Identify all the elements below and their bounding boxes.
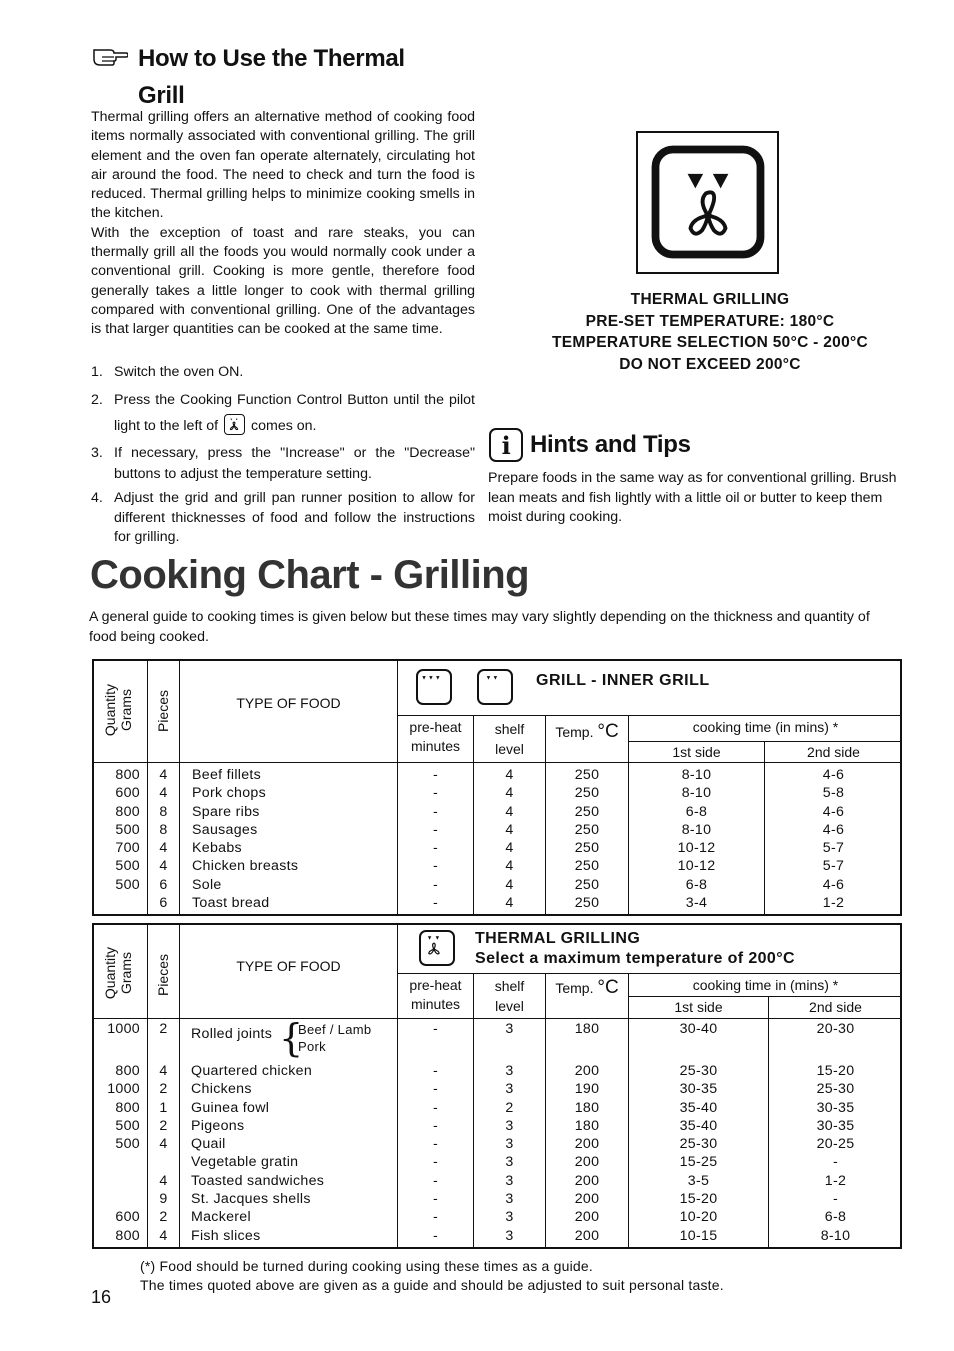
table-cell: Chickens [191, 1081, 252, 1098]
table-cell: 4 [505, 876, 514, 893]
table-cell: 10-12 [677, 858, 716, 875]
table-cell: 4 [159, 1172, 168, 1189]
thermal-intro-p1: Thermal grilling offers an alternative method of cooking food items normally associated with conventional grilling. The grill element and the oven fan operate alternately, circulating hot air around the food. The need to check and turn the food is reduced. Thermal grilling helps to minimize cooking smells in the kitchen. [91, 109, 475, 222]
table2-pieces-col [147, 1062, 180, 1245]
step-text: If necessary, press the "Increase" or the "Decrease" buttons to adjust the temperature setting. [114, 445, 475, 482]
table-cell: 3 [505, 1136, 514, 1153]
col-pieces-header: Pieces [155, 953, 171, 997]
table-cell: 700 [115, 840, 140, 857]
step-text: comes on. [251, 418, 317, 434]
table-cell [94, 1190, 140, 1208]
col-preheat-header: pre-heat minutes [409, 977, 462, 1012]
thermal-heading [92, 40, 472, 114]
table-cell: 6 [159, 895, 168, 912]
page-number: 16 [91, 1287, 112, 1307]
table-cell: - [432, 858, 439, 875]
table-cell: - [832, 1154, 839, 1171]
col-cooking-header: cooking time in (mins) * [692, 977, 839, 993]
table-cell: 500 [115, 821, 140, 838]
table-cell: - [432, 876, 439, 893]
table2-grams-col [94, 1062, 140, 1245]
table-cell: 30-35 [816, 1117, 855, 1134]
table-cell: - [432, 785, 439, 802]
table-cell: 8-10 [681, 785, 712, 802]
table-cell: 8 [159, 821, 168, 838]
table-cell: 35-40 [679, 1117, 718, 1134]
table-cell: 10-15 [679, 1227, 718, 1244]
table2-side2-col [769, 1062, 902, 1245]
table-cell: 25-30 [679, 1136, 718, 1153]
table-cell: 4-6 [822, 767, 845, 783]
col-shelf-header: shelf level [494, 978, 525, 1014]
table2-side1-col [629, 1062, 768, 1245]
table1-side1-col [629, 766, 764, 912]
table-cell: 2 [505, 1099, 514, 1116]
step-item [91, 362, 475, 383]
step-number: 4. [91, 490, 103, 506]
spec-line: PRE-SET TEMPERATURE: 180°C [585, 312, 835, 330]
table-cell: 4 [505, 840, 514, 857]
table-cell: 500 [115, 1117, 140, 1134]
table-cell: Mackerel [191, 1209, 251, 1226]
table-cell: 4 [159, 858, 168, 875]
table-cell: 4-6 [822, 803, 845, 820]
table-row: 1000 2 Rolled joints { Beef / Lamb Pork - 3 180 30-40 20-30 [107, 1016, 855, 1060]
table-cell: 3 [505, 1063, 514, 1079]
table2-preheat-col [398, 1062, 473, 1245]
col-side1-header: 1st side [674, 999, 723, 1015]
table2-food-col [191, 1062, 396, 1245]
table1-temp-col [546, 766, 628, 912]
table-cell: - [432, 1227, 439, 1244]
table-cell: 6 [159, 876, 168, 893]
col-side2-header: 2nd side [809, 999, 862, 1015]
table-cell: 3-5 [687, 1172, 710, 1189]
table-cell: 3 [505, 1191, 514, 1208]
thermal-group-title: THERMAL GRILLING Select a maximum temperature of 200°C [475, 930, 795, 967]
col-type-header: TYPE OF FOOD [236, 695, 341, 711]
table-cell: Toast bread [192, 895, 270, 912]
table-cell: Chicken breasts [192, 858, 299, 875]
table-cell: 3-4 [685, 895, 708, 912]
step-text: Switch the oven ON. [114, 364, 244, 380]
table-cell: 200 [574, 1136, 600, 1153]
table-cell: - [432, 1154, 439, 1171]
col-quantity-header: Quantity Grams [102, 946, 134, 1000]
thermal-grilling-table [92, 923, 902, 1249]
col-shelf-header: shelf level [494, 721, 525, 757]
table-cell: - [432, 1191, 439, 1208]
thermal-grilling-symbol [636, 131, 779, 274]
table-cell: 250 [574, 895, 600, 912]
table-cell: - [432, 1209, 439, 1226]
table-cell: 4 [505, 767, 514, 783]
col-quantity-header: Quantity Grams [102, 683, 134, 737]
step-number: 3. [91, 445, 103, 461]
table-cell: - [432, 1099, 439, 1116]
thermal-intro-p2: With the exception of toast and rare steaks, you can thermally grill all the foods you would normally cook under a conventional grill. Cooking is more gentle, therefore food generally takes a little longer to cook with thermal grilling compared with conventional grilling. One of the advantages is that larger quantities can be cooked at the same time. [91, 224, 475, 338]
spec-line: DO NOT EXCEED 200°C [619, 355, 801, 373]
table-cell: 500 [115, 858, 140, 875]
thermal-steps [91, 362, 475, 552]
table-cell: Sole [192, 876, 222, 893]
table-cell: 250 [574, 803, 600, 820]
step-item [91, 443, 475, 485]
table-cell: - [432, 1172, 439, 1189]
table-cell: 30-35 [816, 1099, 855, 1116]
table-cell: - [432, 1136, 439, 1153]
table-cell: 250 [574, 821, 600, 838]
pointing-hand-icon [92, 44, 128, 66]
table-cell: 4 [159, 785, 168, 802]
table-cell: 25-30 [679, 1063, 718, 1079]
table-cell: 1-2 [822, 895, 845, 912]
table-cell: 4 [159, 1136, 168, 1153]
table-cell: 1 [159, 1099, 168, 1116]
table-cell: 8 [159, 803, 168, 820]
table-cell: Guinea fowl [191, 1099, 270, 1116]
thermal-grill-icon [224, 414, 245, 435]
table-cell: 800 [115, 767, 140, 783]
table-cell: 4 [159, 1227, 168, 1244]
table-cell: 4 [159, 767, 168, 783]
table-cell: Sausages [192, 821, 258, 838]
col-preheat-header: pre-heat minutes [409, 719, 462, 754]
table1-shelf-col [474, 766, 545, 912]
table-cell: 3 [505, 1081, 514, 1098]
table-cell: 15-20 [679, 1191, 718, 1208]
table1-side2-col [765, 766, 902, 912]
col-cooking-header: cooking time (in mins) * [692, 719, 839, 735]
table-cell: Spare ribs [192, 803, 260, 820]
table-cell: Quail [191, 1136, 226, 1153]
table-cell: 200 [574, 1172, 600, 1189]
table-cell: 250 [574, 767, 600, 783]
table-cell: Pork chops [192, 785, 266, 802]
table-cell: 3 [505, 1172, 514, 1189]
col-side1-header: 1st side [672, 744, 721, 760]
table-cell: 4 [505, 895, 514, 912]
table-cell: 4-6 [822, 821, 845, 838]
table-cell: 3 [505, 1154, 514, 1171]
table1-pieces-col [147, 766, 180, 912]
table-cell: 800 [115, 1099, 140, 1116]
table-cell: 8-10 [681, 767, 712, 783]
spec-line: TEMPERATURE SELECTION 50°C - 200°C [552, 334, 868, 351]
grill-table [92, 659, 902, 916]
table-cell: 25-30 [816, 1081, 855, 1098]
col-temp-header: Temp. °C [555, 977, 619, 998]
table-cell [94, 894, 140, 912]
table-cell: Kebabs [192, 840, 242, 857]
table-cell: Beef fillets [192, 767, 262, 783]
table-cell: 500 [115, 1136, 140, 1153]
table-cell: 5-7 [822, 858, 845, 875]
table-cell: 1-2 [824, 1172, 847, 1189]
table-cell: 3 [505, 1227, 514, 1244]
table-cell: - [832, 1191, 839, 1208]
table-cell: 3 [505, 1117, 514, 1134]
col-side2-header: 2nd side [807, 744, 860, 760]
table1-food-col [192, 766, 392, 912]
table-cell: 250 [574, 876, 600, 893]
table-cell: 15-25 [679, 1154, 718, 1171]
table-cell: 800 [115, 1063, 140, 1079]
table-cell: 2 [159, 1117, 168, 1134]
table-cell: 6-8 [685, 803, 708, 820]
table-cell: 250 [574, 840, 600, 857]
table-cell [94, 1153, 140, 1171]
table-cell: 4-6 [822, 876, 845, 893]
table-cell: Vegetable gratin [191, 1154, 299, 1171]
table-cell: 4 [505, 785, 514, 802]
step-item [91, 387, 475, 439]
table-cell: - [432, 821, 439, 838]
table-cell: - [432, 1081, 439, 1098]
table-cell: - [432, 767, 439, 783]
spec-line: THERMAL GRILLING [630, 291, 790, 308]
hints-heading-text: Hints and Tips [530, 431, 691, 458]
hints-text: Prepare foods in the same way as for conventional grilling. Brush lean meats and fish lightly with a little oil or butter to keep them moist during cooking. [488, 470, 897, 525]
table-cell: 20-25 [816, 1136, 855, 1153]
table-cell: 200 [574, 1209, 600, 1226]
thermal-grill-icon [638, 133, 777, 272]
grill-icon-3 [416, 669, 452, 705]
table-cell: - [432, 895, 439, 912]
grill-icon-2 [477, 669, 513, 705]
col-pieces-header: Pieces [155, 689, 171, 733]
table-cell: 6-8 [824, 1209, 847, 1226]
table-cell: 800 [115, 1227, 140, 1244]
thermal-intro [91, 108, 475, 340]
table-cell: 2 [159, 1209, 168, 1226]
step-text: Press the Cooking Function Control Button until the pilot light to the left of [114, 392, 475, 434]
chart-title: Cooking Chart - Grilling [90, 553, 530, 597]
thermal-spec [520, 289, 900, 375]
thermal-heading-line2: Grill [138, 82, 185, 109]
table-cell: 8-10 [681, 821, 712, 838]
table-cell: 5-8 [822, 785, 845, 802]
table-cell: 4 [505, 803, 514, 820]
step-number: 1. [91, 364, 103, 380]
table-cell: 200 [574, 1063, 600, 1079]
table-cell: 8-10 [820, 1227, 851, 1244]
table-cell: 10-12 [677, 840, 716, 857]
table-cell: - [432, 1063, 439, 1079]
table-cell: 1000 [107, 1081, 140, 1098]
table-cell [94, 1172, 140, 1190]
table-cell: Quartered chicken [191, 1063, 313, 1079]
table-cell: 800 [115, 803, 140, 820]
chart-intro: A general guide to cooking times is given below but these times may vary slightly depending on the thickness and quantity of food being cooked. [89, 609, 870, 645]
table-cell: 4 [505, 858, 514, 875]
grill-group-title: GRILL - INNER GRILL [536, 672, 710, 689]
table-cell: 15-20 [816, 1063, 855, 1079]
table-cell: 500 [115, 876, 140, 893]
table-cell: 200 [574, 1227, 600, 1244]
table-cell: 5-7 [822, 840, 845, 857]
table-cell: 4 [159, 1063, 168, 1079]
table-cell: 10-20 [679, 1209, 718, 1226]
table-cell: 190 [574, 1081, 600, 1098]
table-cell: 3 [505, 1209, 514, 1226]
table2-shelf-col [474, 1062, 545, 1245]
info-icon: i [489, 428, 523, 462]
table-cell: 35-40 [679, 1099, 718, 1116]
table-cell: 4 [159, 840, 168, 857]
table-cell: 2 [159, 1081, 168, 1098]
step-item [91, 489, 475, 548]
table-cell: 250 [574, 858, 600, 875]
table1-grams-col [94, 766, 140, 912]
step-number: 2. [91, 392, 103, 408]
footnote-line: (*) Food should be turned during cooking using these times as a guide. [140, 1258, 593, 1274]
hints-heading [489, 428, 691, 462]
col-type-header: TYPE OF FOOD [236, 958, 341, 974]
table2-temp-col [546, 1062, 628, 1245]
table-cell: 200 [574, 1191, 600, 1208]
table-cell [147, 1153, 180, 1171]
table-cell: 600 [115, 1209, 140, 1226]
table-cell: Fish slices [191, 1227, 261, 1244]
table-cell: 200 [574, 1154, 600, 1171]
table1-preheat-col [398, 766, 473, 912]
table-cell: 9 [159, 1191, 168, 1208]
table-cell: 4 [505, 821, 514, 838]
thermal-heading-line1: How to Use the Thermal [138, 45, 405, 72]
table-cell: Toasted sandwiches [191, 1172, 325, 1189]
thermal-grill-icon [419, 930, 455, 966]
table-cell: 30-35 [679, 1081, 718, 1098]
table-cell: - [432, 1117, 439, 1134]
footnote-line: The times quoted above are given as a guide and should be adjusted to suit personal taste. [140, 1276, 724, 1293]
table-cell: - [432, 840, 439, 857]
col-temp-header: Temp. °C [555, 721, 619, 742]
step-text: Adjust the grid and grill pan runner position to allow for different thicknesses of food and follow the instructions for grilling. [114, 490, 475, 545]
footnote [140, 1257, 724, 1294]
table-cell: 180 [574, 1117, 600, 1134]
table-cell: St. Jacques shells [191, 1191, 311, 1208]
table-cell: 180 [574, 1099, 600, 1116]
table-cell: Pigeons [191, 1117, 245, 1134]
table-cell: 250 [574, 785, 600, 802]
brace: { [279, 1016, 304, 1060]
table-cell: 6-8 [685, 876, 708, 893]
table-cell: - [432, 803, 439, 820]
table-cell: 600 [115, 785, 140, 802]
